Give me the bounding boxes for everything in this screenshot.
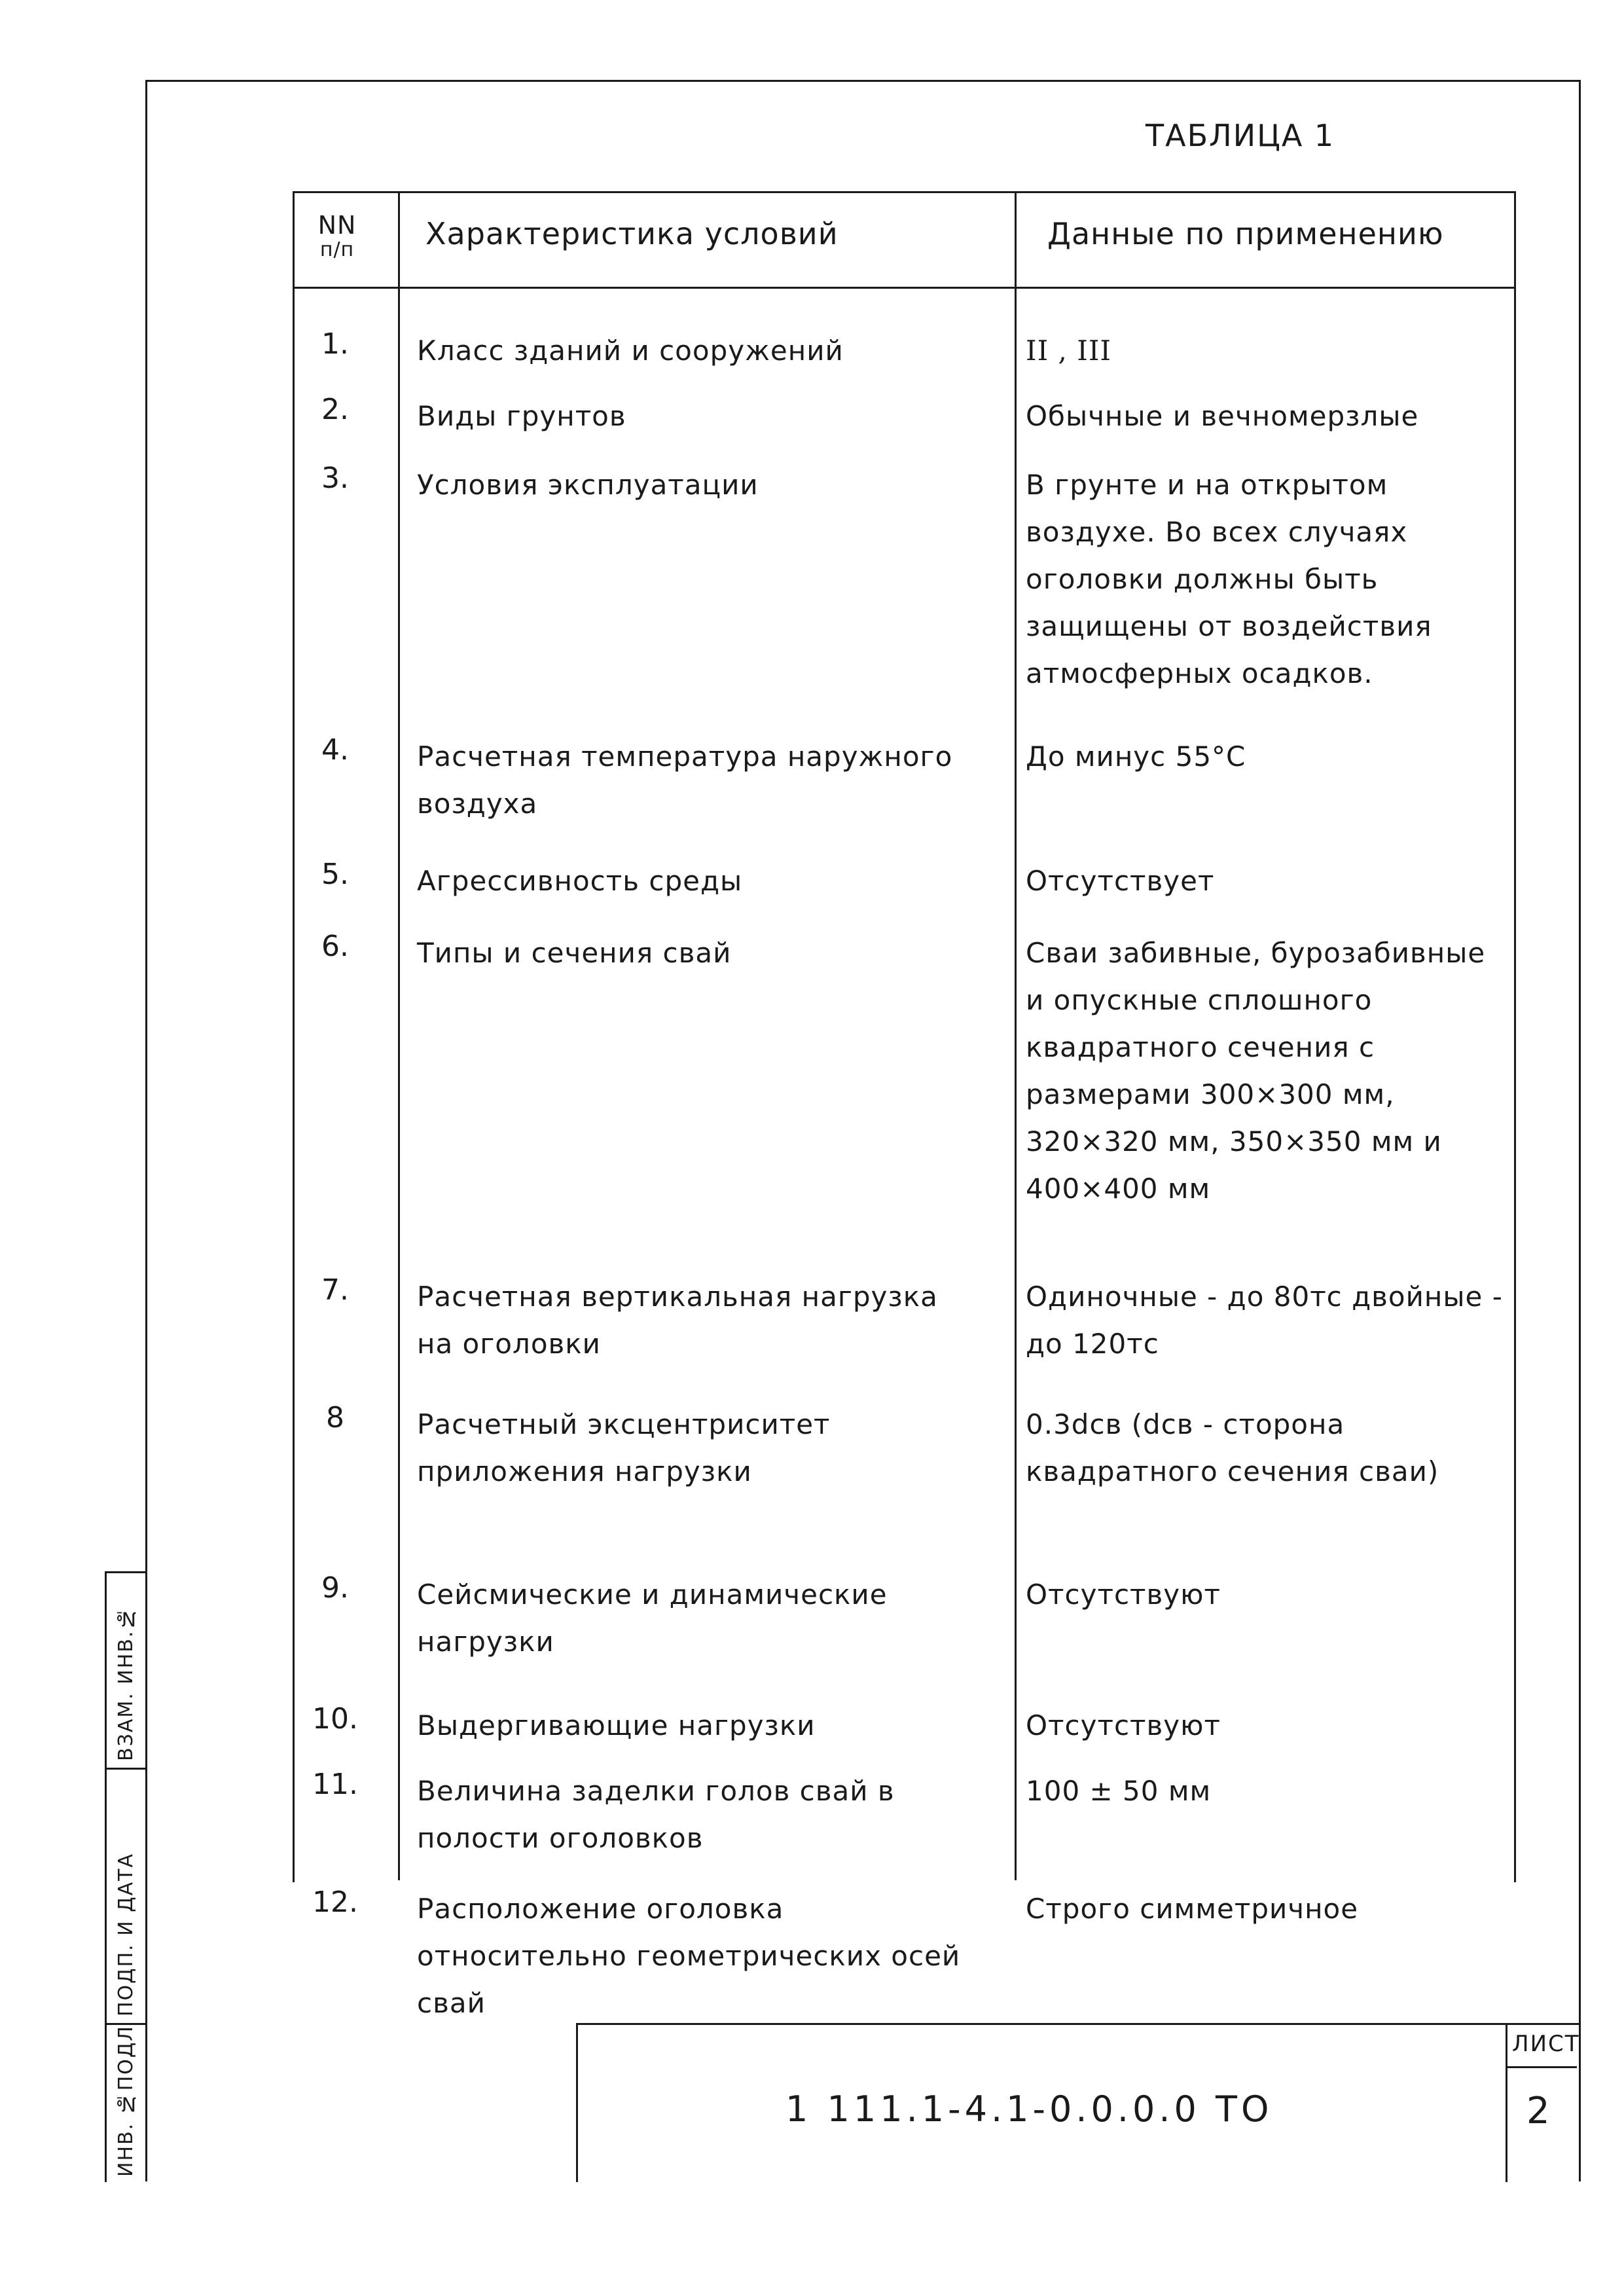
sheet-label: ЛИСТ [1512,2031,1580,2057]
row-characteristic: Условия эксплуатации [417,469,759,501]
stamp-inv-label: ИНВ. №ПОДЛ [115,2025,137,2177]
row-characteristic: Расчетная вертикальная нагрузка на оголовки [417,1281,938,1360]
row-characteristic: Класс зданий и сооружений [417,335,844,367]
sheet-divider [1506,2066,1577,2068]
row-number: 9. [321,1571,349,1605]
column-divider [1015,191,1017,1880]
row-number: 6. [321,930,349,963]
row-data: 100 ± 50 мм [1026,1775,1212,1807]
row-number: 1. [321,327,349,361]
header-number-sub: п/п [319,238,355,261]
sheet-number: 2 [1526,2090,1550,2132]
row-data: В грунте и на открытом воздухе. Во всех случаях оголовки должны быть защищены от воздействия атмосферных осадков. [1026,469,1432,689]
row-number: 4. [321,733,349,767]
row-characteristic: Сейсмические и динамические нагрузки [417,1578,888,1658]
row-characteristic: Типы и сечения свай [417,937,732,969]
row-number: 3. [321,462,349,495]
row-data: Строго симметричное [1026,1893,1359,1925]
document-code: 1 111.1-4.1-0.0.0.0 ТО [785,2088,1273,2130]
stamp-vzam-label: ВЗАМ. ИНВ.№ [115,1605,137,1761]
row-characteristic: Агрессивность среды [417,865,743,897]
row-data: 0.3dсв (dсв - сторона квадратного сечения сваи) [1026,1408,1439,1487]
row-characteristic: Расчетный эксцентриситет приложения нагрузки [417,1408,831,1487]
row-data: Сваи забивные, бурозабивные и опускные сплошного квадратного сечения с размерами 300×300 мм, 320×320 мм, 350×350 мм и 400×400 мм [1026,937,1486,1205]
row-characteristic: Расчетная температура наружного воздуха [417,740,953,820]
row-characteristic: Величина заделки голов свай в полости оголовков [417,1775,895,1854]
row-data: Отсутствует [1026,865,1215,897]
row-characteristic: Расположение оголовка относительно геометрических осей свай [417,1893,961,2019]
row-data: Отсутствуют [1026,1578,1221,1611]
header-divider [293,287,1514,289]
row-data: Одиночные - до 80тс двойные - до 120тс [1026,1281,1503,1360]
row-data: До минус 55°С [1026,740,1246,773]
row-data: II , III [1026,335,1112,367]
row-number: 11. [312,1768,358,1801]
row-number: 8 [326,1401,344,1434]
row-number: 10. [312,1702,358,1736]
stamp-divider [105,1768,147,1770]
row-number: 2. [321,393,349,426]
row-characteristic: Виды грунтов [417,400,626,432]
header-number-label: NN [317,211,357,240]
header-number [304,213,370,263]
table-title: ТАБЛИЦА 1 [1146,118,1335,153]
header-characteristic: Характеристика условий [425,216,839,251]
column-divider [398,191,400,1880]
row-number: 7. [321,1273,349,1307]
row-data: Отсутствуют [1026,1709,1221,1741]
row-number: 12. [312,1886,358,1919]
row-data: Обычные и вечномерзлые [1026,400,1419,432]
row-characteristic: Выдергивающие нагрузки [417,1709,816,1741]
row-number: 5. [321,858,349,891]
stamp-podp-label: ПОДП. И ДАТА [115,1852,137,2016]
header-data: Данные по применению [1047,216,1444,251]
